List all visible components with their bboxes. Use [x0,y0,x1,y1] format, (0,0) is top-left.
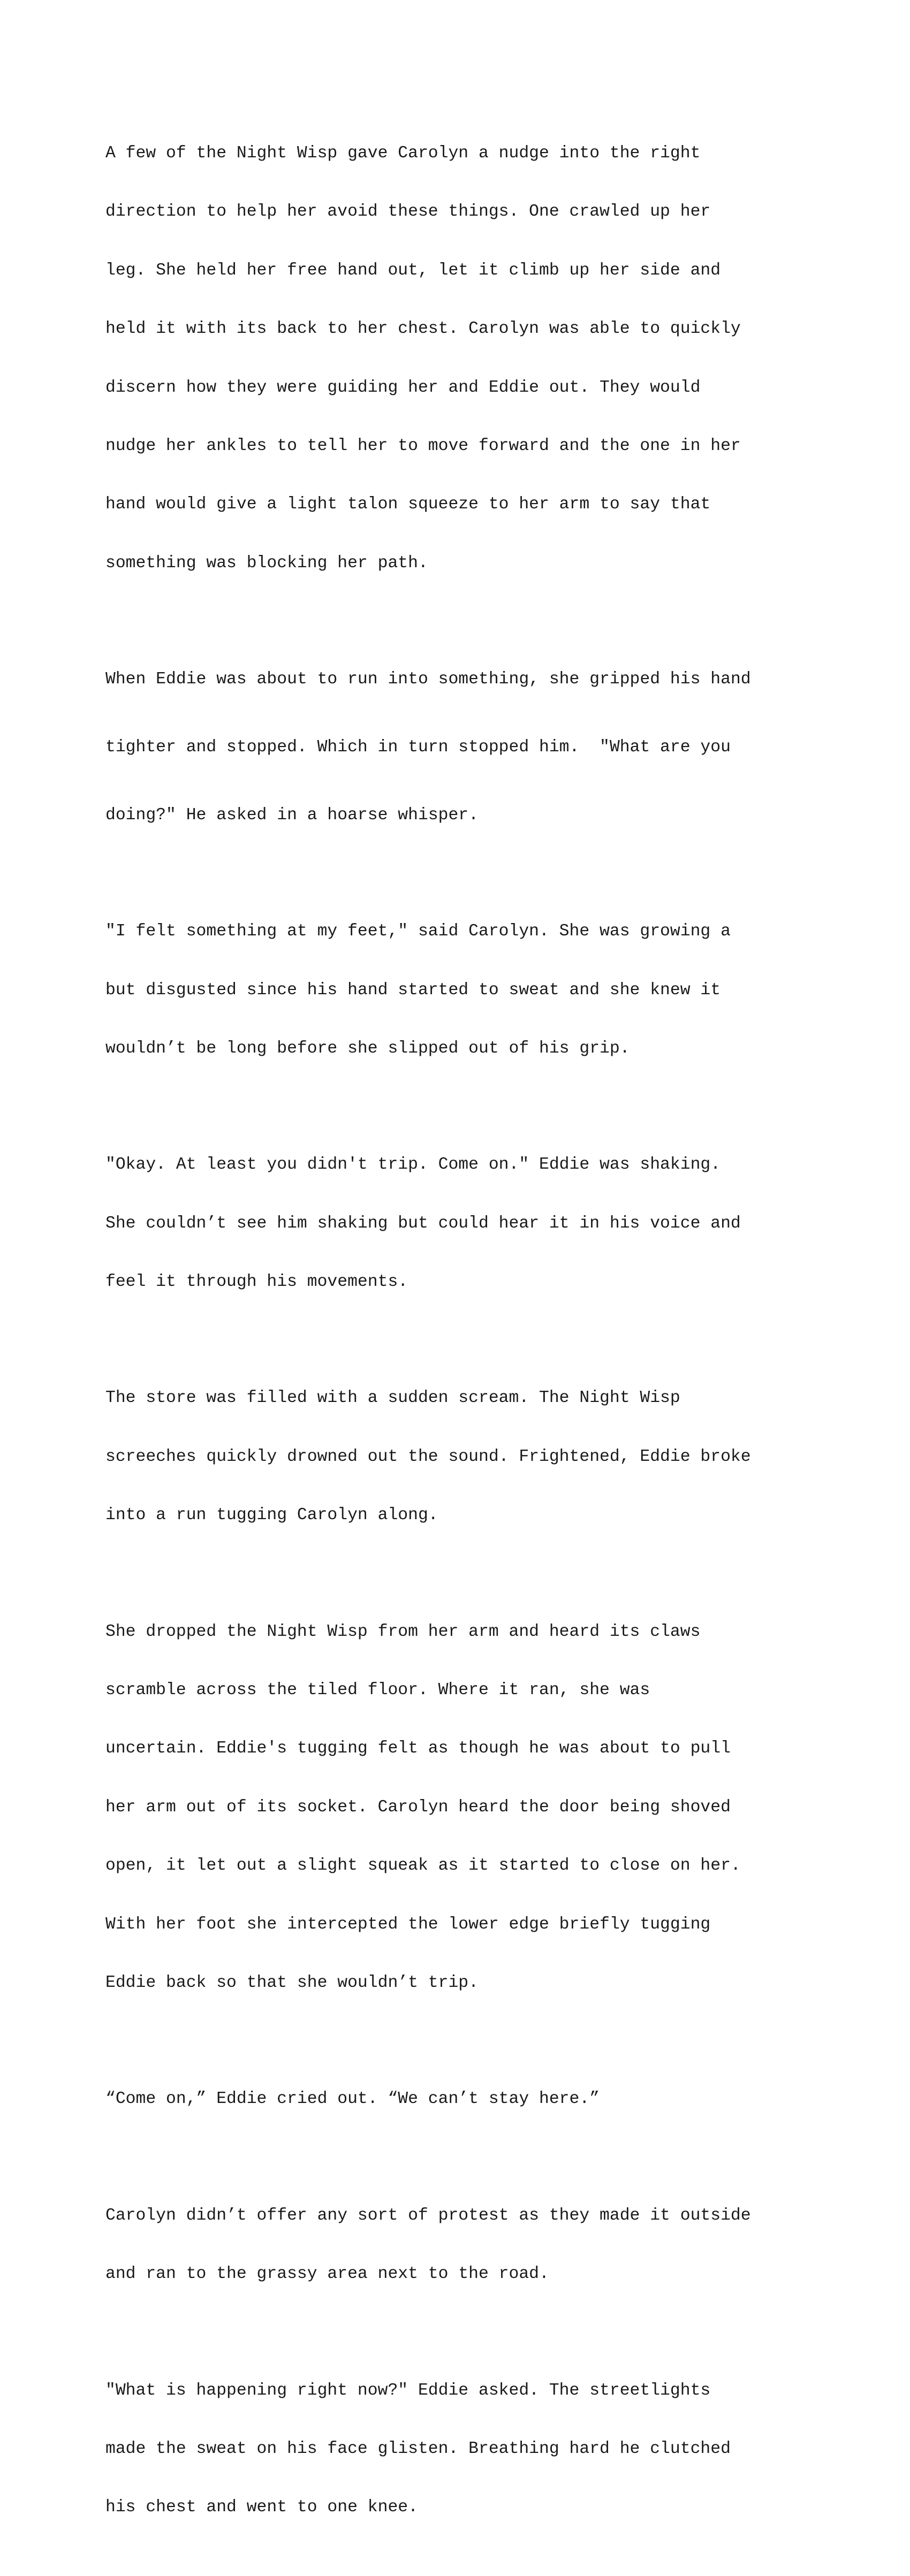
text-line: The store was filled with a sudden scream. The Night Wisp [105,1389,680,1408]
text-line: open, it let out a slight squeak as it started to close on her. [105,1856,741,1876]
paragraph-7 [105,2051,812,2147]
text-line: hand would give a light talon squeeze to her arm to say that [105,495,711,514]
text-line: "What is happening right now?" Eddie asked. The streetlights [105,2381,711,2400]
text-line: "I felt something at my feet," said Carolyn. She was growing a [105,922,731,941]
paragraph-6 [105,1584,812,2031]
text-line: held it with its back to her chest. Carolyn was able to quickly [105,319,741,339]
text-line: his chest and went to one knee. [105,2498,418,2517]
text-line: A few of the Night Wisp gave Carolyn a nudge into the right [105,144,701,163]
text-line: and ran to the grassy area next to the road. [105,2265,549,2284]
paragraph-1 [105,105,812,611]
text-line: When Eddie was about to run into something, she gripped his hand [105,670,751,689]
document-body [105,105,812,2576]
text-line: screeches quickly drowned out the sound. Frightened, Eddie broke [105,1447,751,1466]
text-line: She dropped the Night Wisp from her arm and heard its claws [105,1622,701,1641]
text-line: uncertain. Eddie's tugging felt as though he was about to pull [105,1739,731,1758]
text-line: "Okay. At least you didn't trip. Come on." Eddie was shaking. [105,1155,721,1175]
text-line: something was blocking her path. [105,553,428,573]
text-line: scramble across the tiled floor. Where it ran, she was [105,1681,650,1700]
text-line: tighter and stopped. Which in turn stopped him. "What are you [105,738,731,757]
text-line: With her foot she intercepted the lower edge briefly tugging [105,1915,711,1934]
text-line: direction to help her avoid these things. One crawled up her [105,202,711,222]
paragraph-3 [105,883,812,1096]
paragraph-2 [105,627,812,868]
text-line: She couldn’t see him shaking but could hear it in his voice and [105,1214,741,1233]
paragraph-4 [105,1117,812,1330]
text-line: her arm out of its socket. Carolyn heard the door being shoved [105,1797,731,1817]
paragraph-9 [105,2343,812,2556]
text-line: feel it through his movements. [105,1272,408,1292]
text-line: “Come on,” Eddie cried out. “We can’t stay here.” [105,2090,600,2109]
text-line: Eddie back so that she wouldn’t trip. [105,1973,479,1992]
paragraph-8 [105,2168,812,2322]
text-line: made the sweat on his face glisten. Breathing hard he clutched [105,2439,731,2458]
text-line: into a run tugging Carolyn along. [105,1506,438,1525]
text-line: doing?" He asked in a hoarse whisper. [105,806,479,825]
text-line: nudge her ankles to tell her to move forward and the one in her [105,436,741,455]
text-line: leg. She held her free hand out, let it climb up her side and [105,261,721,280]
text-line: Carolyn didn’t offer any sort of protest as they made it outside [105,2206,751,2225]
text-line: discern how they were guiding her and Eddie out. They would [105,378,701,397]
text-line: but disgusted since his hand started to sweat and she knew it [105,980,721,1000]
text-line: wouldn’t be long before she slipped out of his grip. [105,1039,630,1058]
paragraph-5 [105,1350,812,1563]
